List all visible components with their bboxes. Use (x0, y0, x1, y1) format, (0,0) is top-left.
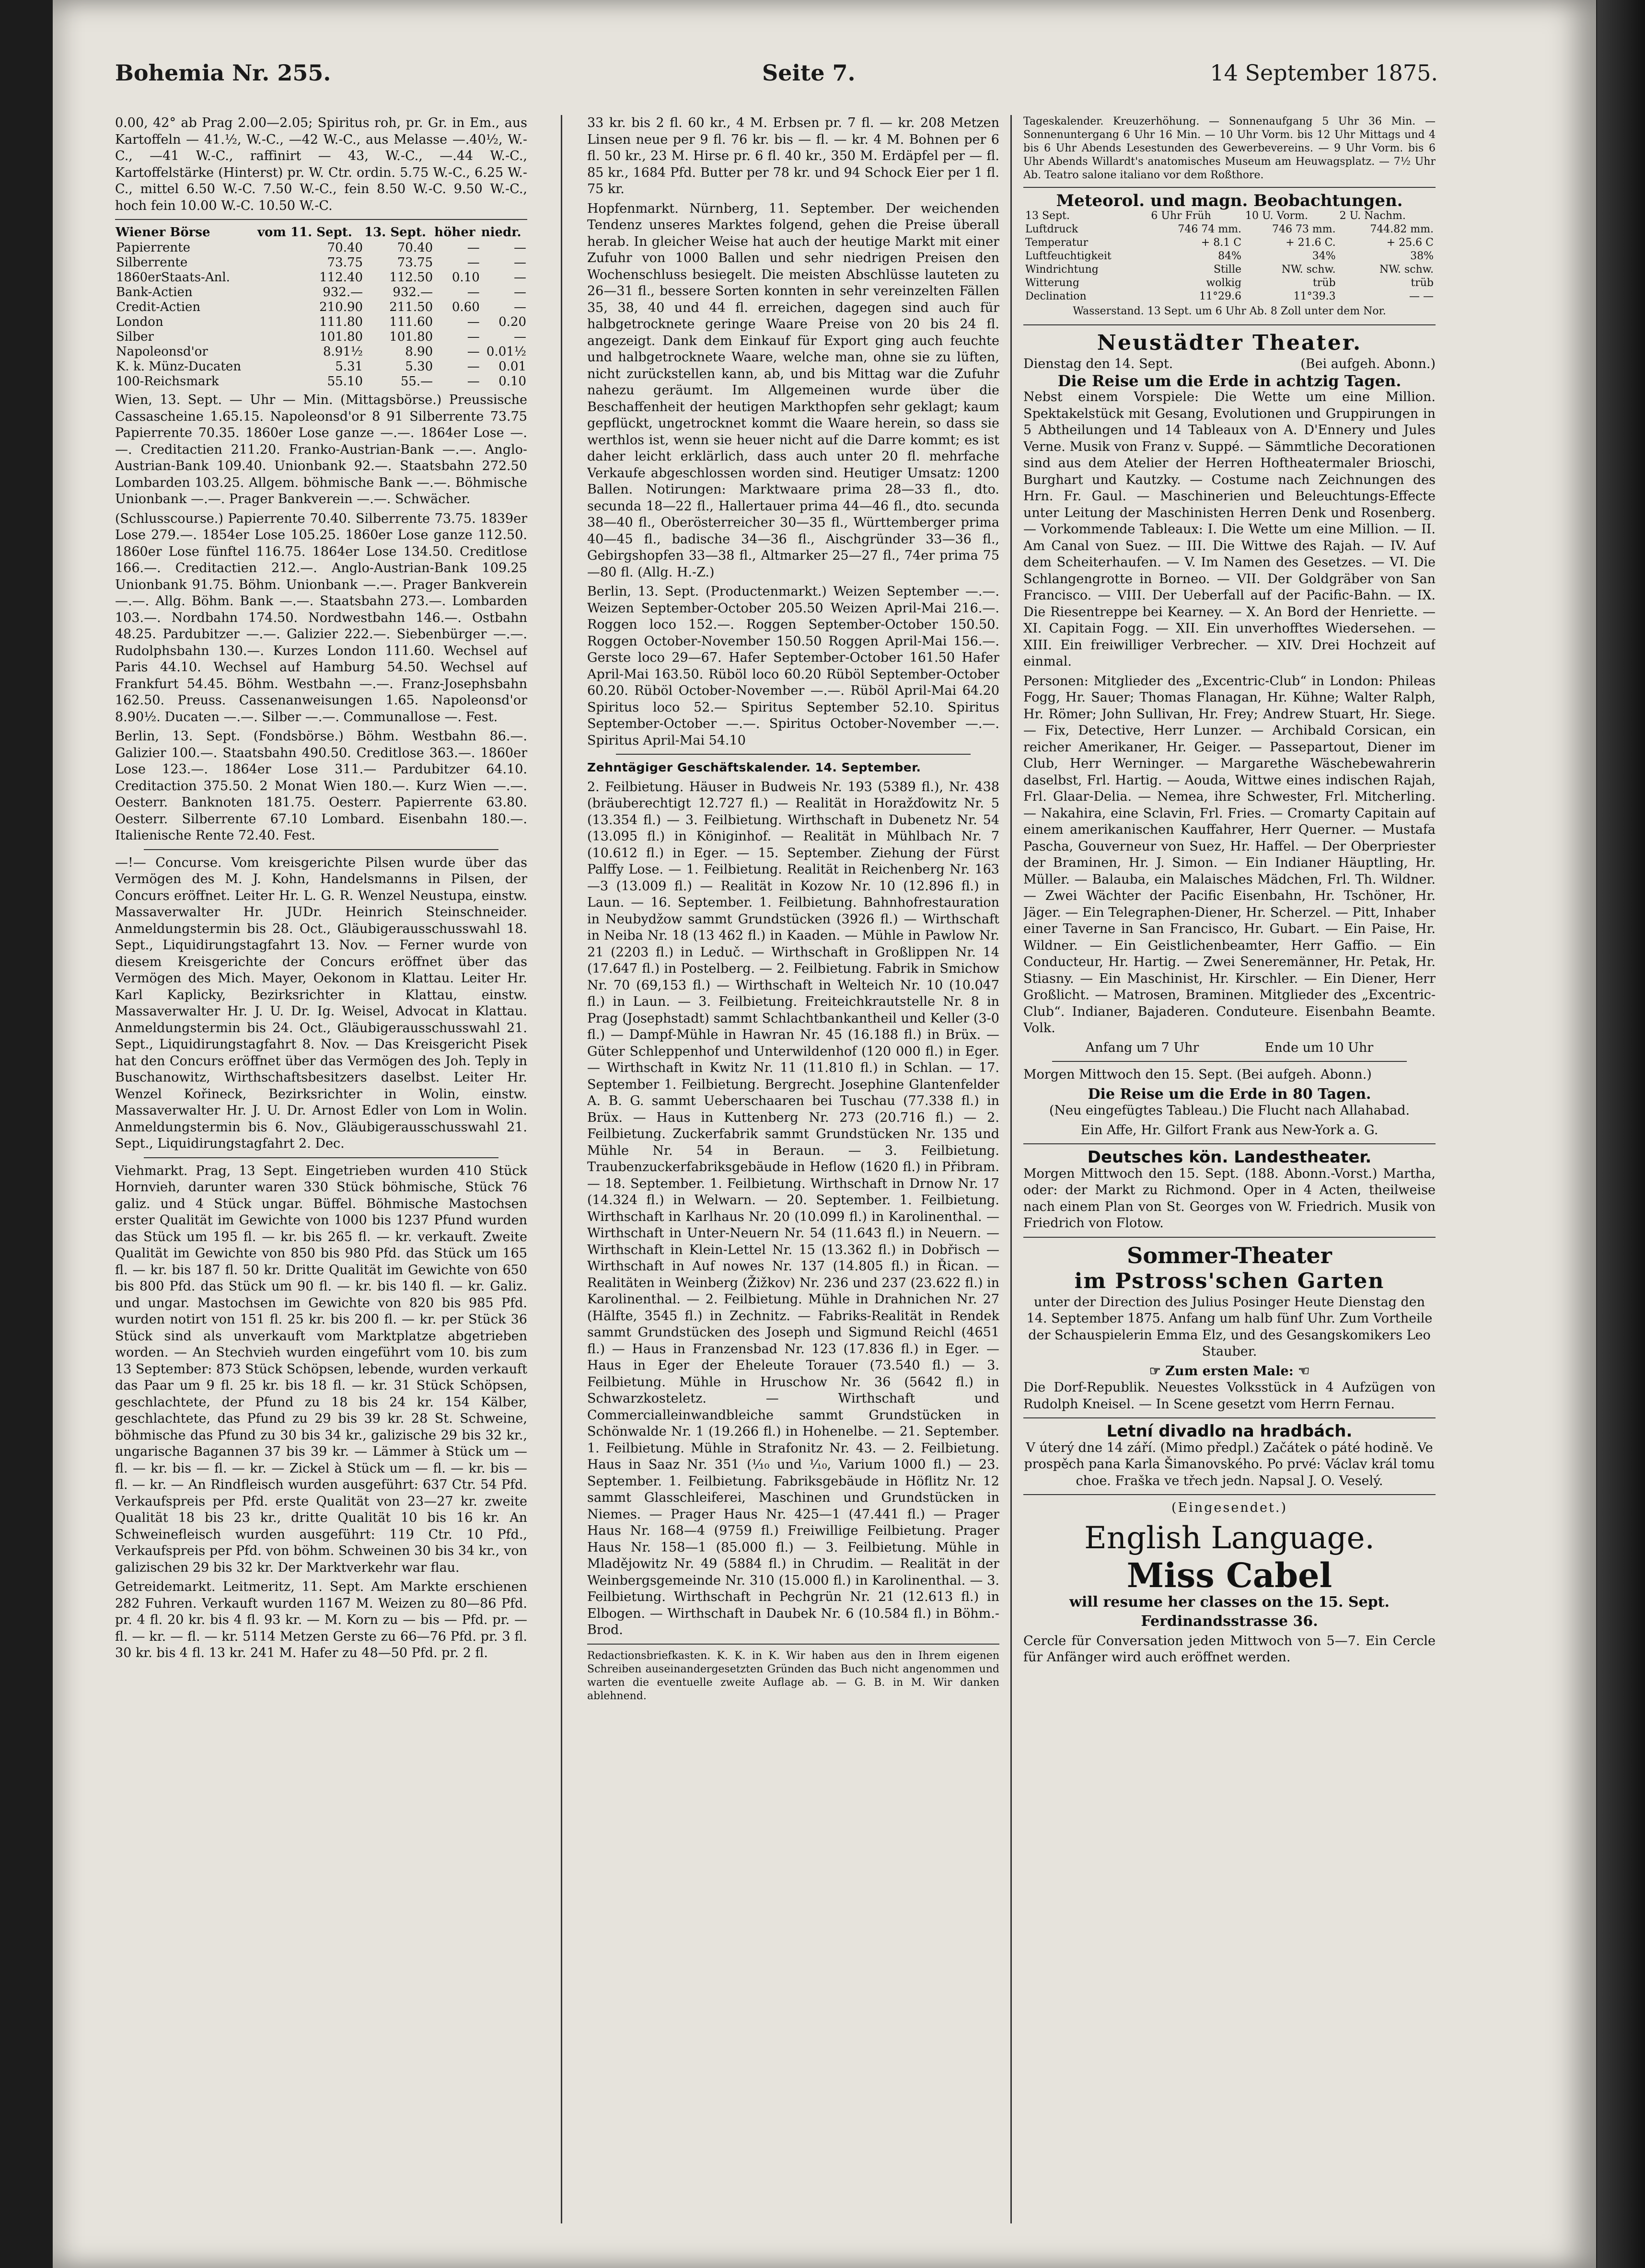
divider (115, 219, 527, 220)
cell: 111.80 (319, 315, 363, 329)
cell: — (514, 285, 526, 299)
bourse-col: 13. Sept. (364, 225, 426, 240)
divider (1023, 324, 1436, 325)
concurse-article: —!— Concurse. Vom kreisgerichte Pilsen wurde über das Vermögen des M. J. Kohn, Handelsmanns in Pilsen, der Concurs eröffnet. Leiter Hr. L. G. R. Wenzel Neustupa, einstw. Massaverwalter Hr. JUDr. Heinrich Steinschneider. Anmeldungstermin bis 28. Oct., Gläubigerausschusswahl 18. Sept., Liquidirungstagfahrt 13. Nov. — Ferner wurde von diesem Kreisgerichte der Concurs eröffnet über das Vermögen des Mich. Mayer, Oekonom in Klattau. Leiter Hr. Karl Kaplicky, Bezirksrichter in Klattau, einstw. Massaverwalter Hr. J. U. Dr. Ig. Weisel, Advocat in Klattau. Anmeldungstermin bis 24. Oct., Gläubigerausschusswahl 21. Sept., Liquidirungstagfahrt 8. Nov. — Das Kreisgericht Pisek hat den Concurs eröffnet über das Vermögen des Joh. Teply in Buschanowitz, Wirthschaftsbesitzers daselbst. Leiter Hr. Wenzel Kořineck, Bezirksrichter in Wolin, einstw. Massaverwalter Hr. J. U. Dr. Arnost Edler von Lom in Wolin. Anmeldungstermin bis 6. Nov., Gläubigerausschusswahl 21. Sept., Liquidirungstagfahrt 2. Dec. (115, 855, 527, 1151)
table-row (115, 241, 527, 255)
cell: — (467, 374, 480, 389)
getreidemarkt-article: Getreidemarkt. Leitmeritz, 11. Sept. Am Markte erschienen 282 Fuhren. Verkauft wurden 1167 M. Weizen zu 80—86 Pfd. pr. 4 fl. 20 kr. bis 4 fl. 93 kr. — M. Korn zu — bis — Pfd. pr. — fl. — kr. — fl. — kr. 5114 Metzen Gerste zu 66—76 Pfd. pr. 3 fl. 30 kr. bis 4 fl. 13 kr. 241 M. Hafer zu 48—50 Pfd. pr. 2 fl. (115, 1579, 527, 1660)
viehmarkt-article: Viehmarkt. Prag, 13 Sept. Eingetrieben wurden 410 Stück Hornvieh, darunter waren 330 Stück böhmische, Stück 76 galiz. und 4 Stück ungar. Büffel. Böhmische Mastochsen erster Qualität im Gewichte von 1000 bis 1237 Pfund wurden das Stück um 195 fl. — kr. bis 265 fl. — kr. verkauft. Zweite Qualität im Gewichte von 850 bis 980 Pfd. das Stück um 165 fl. — kr. bis 187 fl. 50 kr. Dritte Qualität im Gewichte von 650 bis 800 Pfd. das Stück um 90 fl. — kr. bis 140 fl. — kr. Galiz. und ungar. Mastochsen im Gewichte von 820 bis 985 Pfd. wurden notirt von 151 fl. 25 kr. bis 200 fl. — kr. per Stück 36 Stück sind als unverkauft vom Marktplatze abgetrieben worden. — An Stechvieh wurden eingeführt vom 10. bis zum 13 September: 873 Stück Schöpsen, lebende, wurden verkauft das Paar um 9 fl. 25 kr. bis 18 fl. — kr. 31 Stück Schöpsen, geschlachtete, der Pfund zu 18 bis 24 kr. 154 Kälber, geschlachtete, das Pfund zu 29 bis 39 kr. 28 St. Schweine, böhmische das Pfund zu 30 bis 34 kr., galizische 29 bis 32 kr., ungarische Bagannen 37 bis 39 kr. — Lämmer à Stück um — fl. — kr. bis — fl. — kr. — Zickel à Stück um — fl. — kr. bis — fl. — kr. — An Rindfleisch wurden ausgeführt: 637 Ctr. 54 Pfd. Verkaufspreis per Pfd. erste Qualität von 23—27 kr. zweite Qualität 18 bis 23 kr., dritte Qualität 10 bis 16 kr. An Schweinefleisch wurden ausgeführt: 119 Ctr. 10 Pfd., Verkaufspreis per Pfd. von böhm. Schweinen 30 bis 34 kr., von galizischen 29 bis 32 kr. Der Marktverkehr war flau. (115, 1163, 527, 1575)
cell: 0.01½ (486, 345, 526, 359)
table-row (1023, 250, 1436, 263)
bourse-header-row (115, 225, 527, 241)
cell: Witterung (1025, 276, 1079, 289)
cell: 6 Uhr Früh (1151, 209, 1211, 222)
column-1 (115, 115, 527, 2233)
divider (587, 1644, 999, 1645)
table-row (115, 300, 527, 315)
cell: Bank-Actien (116, 285, 193, 299)
cell: 111.60 (389, 315, 433, 329)
neustadt-date: Dienstag den 14. Sept. (1023, 357, 1173, 371)
cabel-address: Ferdinandsstrasse 36. (1141, 1613, 1318, 1630)
cell: 11°39.3 (1293, 290, 1336, 302)
cell: Stille (1213, 263, 1242, 276)
pointing-hand-icon: ☜ (1293, 1363, 1310, 1379)
page-header (115, 60, 1438, 93)
divider (1023, 1494, 1436, 1495)
cell: 73.75 (327, 255, 363, 270)
sommer-first-time (1023, 1363, 1436, 1380)
cell: 744.82 mm. (1370, 223, 1434, 235)
neustadt-theater-title: Neustädter Theater. (1097, 331, 1362, 355)
berlin-products: Berlin, 13. Sept. (Productenmarkt.) Weizen September —.—. Weizen September-October 205.50 Weizen April-Mai 216.—. Roggen loco 152.—. Roggen September-October 150.50. Roggen October-November 150.50 Roggen April-Mai 156.—. Gerste loco 29—67. Hafer September-October 161.50 Hafer April-Mai 163.50. Rüböl loco 60.20 Rüböl September-October 60.20. Rüböl October-November —.—. Rüböl April-Mai 64.20 Spiritus loco 52.— Spiritus September 52.10. Spiritus September-October —.—. Spiritus October-November —.—. Spiritus April-Mai 54.10 (587, 584, 999, 748)
meteo-header-row (1023, 209, 1436, 223)
cell: Papierrente (116, 241, 190, 255)
cell: 73.75 (397, 255, 433, 270)
cell: Luftdruck (1025, 223, 1078, 235)
table-row (115, 255, 527, 270)
cell: — (467, 345, 480, 359)
page-edge-shadow (1597, 0, 1645, 2268)
neustadt-play-title: Die Reise um die Erde in achtzig Tagen. (1057, 371, 1402, 390)
neustadt-date-row (1023, 356, 1436, 373)
cell: 0.10 (452, 270, 480, 285)
cell: — (467, 241, 480, 255)
cell: + 25.6 C (1386, 236, 1434, 249)
neustadt-tomorrow: Morgen Mittwoch den 15. Sept. (Bei aufgeh. Abonn.) (1023, 1067, 1372, 1082)
cell: 211.50 (389, 300, 433, 314)
schlusscourse: (Schlusscourse.) Papierrente 70.40. Silberrente 73.75. 1839er Lose 279.—. 1854er Lose 105.25. 1860er Lose ganze 112.50. 1860er Lose fünftel 116.75. 1864er Lose 134.50. Creditlose 166.—. Creditactien 212.—. Anglo-Austrian-Bank 109.25 Unionbank 91.75. Böhm. Unionbank —.—. Prager Bankverein —.—. Allg. Böhm. Bank —.—. Staatsbahn 273.—. Lombarden 103.—. Nordbahn 174.50. Nordwestbahn 146.—. Ostbahn 48.25. Pardubitzer —.—. Galizier 222.—. Siebenbürger —.—. Rudolphsbahn 130.—. Kurzes London 111.60. Wechsel auf Paris 44.10. Wechsel auf Hamburg 54.50. Wechsel auf Frankfurt 54.45. Böhm. Westbahn —.—. Franz-Josephsbahn 162.50. Preuss. Cassenanweisungen 1.65. Napoleonsd'or 8.90½. Ducaten —.—. Silber —.—. Communallose —. Fest. (115, 511, 527, 725)
cell: trüb (1411, 276, 1434, 289)
berlin-report: Berlin, 13. Sept. (Fondsbörse.) Böhm. Westbahn 86.—. Galizier 100.—. Staatsbahn 490.50. Creditlose 363.—. 1860er Lose 123.—. 1864er Lose 311.— Pardubitzer 64.10. Creditaction 375.50. 2 Monat Wien 180.—. Kurz Wien —.—. Oesterr. Banknoten 181.75. Oesterr. Papierrente 63.80. Oesterr. Silberrente 67.10 Lombard. Eisenbahn 180.—. Italienische Rente 72.40. Fest. (115, 729, 527, 843)
neustadt-cast: Personen: Mitglieder des „Excentric-Club“ in London: Phileas Fogg, Hr. Sauer; Thomas Flanagan, Hr. Kühne; Walter Ralph, Hr. Römer; John Sullivan, Hr. Frey; Andrew Stuart, Hr. Siege. — Fix, Detective, Herr Lunzer. — Archibald Corsican, ein reicher Amerikaner, Hr. Geiger. — Passepartout, Diener im Club, Herr Werninger. — Margarethe Wäschebewahrerin daselbst, Frl. Hartig. — Aouda, Wittwe eines indischen Rajah, Frl. Glaar-Delia. — Nemea, ihre Schwester, Frl. Mitcherling. — Nakahira, eine Sclavin, Frl. Fries. — Cromarty Capitain auf einem amerikanischen Kauffahrer, Herr Querner. — Mustafa Pascha, Gouverneur von Suez, Hr. Haffel. — Der Oberpriester der Braminen, Hr. J. Simon. — Ein Indianer Häuptling, Hr. Müller. — Balauba, ein Malaisches Mädchen, Frl. Th. Wildner. — Zwei Wächter der Pacific Eisenbahn, Hr. Tschöner, Hr. Jäger. — Ein Telegraphen-Diener, Hr. Scherzel. — Pitt, Inhaber einer Taverne in San Francisco, Hr. Gubart. — Ein Paise, Hr. Wildner. — Ein Geistlichenbeamter, Herr Gaffio. — Ein Conducteur, Hr. Hartig. — Zwei Seneremänner, Hr. Petak, Hr. Stiasny. — Ein Maschinist, Hr. Kirschler. — Ein Diener, Herr Großlicht. — Matrosen, Braminen. Mitglieder des „Excentric-Club“. Indianer, Bajaderen. Conduteure. Eisenbahn Beamte. Volk. (1023, 673, 1436, 1036)
eingesendet-label: (Eingesendet.) (1171, 1500, 1287, 1515)
column-3 (1023, 115, 1436, 2233)
bourse-col: niedr. (481, 225, 521, 240)
cell: 746 73 mm. (1272, 223, 1336, 235)
letni-divadlo-body: V úterý dne 14 září. (Mimo předpl.) Začátek o páté hodině. Ve prospěch pana Karla Šimanovského. Po prvé: Václav král tomu choe. Fraška ve třech jedn. Napsal J. O. Veselý. (1024, 1440, 1435, 1488)
cell: 100-Reichsmark (116, 374, 219, 389)
cell: 84% (1218, 250, 1242, 262)
bourse-col: vom 11. Sept. (257, 225, 352, 240)
meteo-title: Meteorol. und magn. Beobachtungen. (1056, 191, 1403, 210)
cell: 1860erStaats-Anl. (116, 270, 230, 285)
cell: + 8.1 C (1201, 236, 1242, 249)
divider (616, 754, 971, 755)
divider (1052, 1061, 1407, 1062)
cell: 112.40 (319, 270, 363, 285)
cell: — (514, 300, 526, 314)
cell: Silberrente (116, 255, 188, 270)
neustadt-times: Anfang um 7 Uhr Ende um 10 Uhr (1085, 1040, 1374, 1055)
cell: Credit-Actien (116, 300, 201, 314)
cell: 101.80 (389, 330, 433, 344)
letni-divadlo-title: Letní divadlo na hradbách. (1106, 1422, 1353, 1441)
table-row (115, 330, 527, 345)
neustadt-play2: Die Reise um die Erde in 80 Tagen. (1088, 1085, 1371, 1103)
meteo-table (1023, 209, 1436, 303)
cell: 112.50 (389, 270, 433, 285)
neustadt-abonn: (Bei aufgeh. Abonn.) (1300, 357, 1436, 371)
sommer-theater-title: Sommer-Theater (1127, 1242, 1332, 1268)
sommer-theater-venue: im Pstross'schen Garten (1074, 1268, 1385, 1293)
neustadt-description: Nebst einem Vorspiele: Die Wette um eine Million. Spektakelstück mit Gesang, Evolutionen und Gruppirungen in 5 Abtheilungen und 14 Tableaux von A. D'Ennery und Jules Verne. Musik von Franz v. Suppé. — Sämmtliche Decorationen sind aus dem Atelier der Herren Hoftheatermaler Brioschi, Burghart und Kautzky. — Costume nach Zeichnungen des Hrn. Fr. Gaul. — Maschinerien und Beleuchtungs-Effecte unter Leitung der Maschinisten Herren Denk und Rosenberg. — Vorkommende Tableaux: I. Die Wette um eine Million. — II. Am Canal von Suez. — III. Die Wittwe des Rajah. — IV. Auf dem Scheiterhaufen. — V. Im Namen des Gesetzes. — VI. Die Schlangengrotte in Borneo. — VII. Der Goldgräber von San Francisco. — VIII. Der Ueberfall auf der Pacific-Bahn. — IX. Die Riesentreppe bei Kearney. — X. An Bord der Henriette. — XI. Capitain Fogg. — XII. Ein unverhofftes Wiedersehen. — XIII. Ein freiwilliger Verbrecher. — XIV. Drei Hochzeit auf einmal. (1023, 390, 1436, 669)
cell: Temperatur (1025, 236, 1089, 249)
table-row (1023, 236, 1436, 250)
redaktion-box: Redactionsbriefkasten. K. K. in K. Wir haben aus den in Ihrem eigenen Schreiben auseinandergesetzten Gründen das Buch nicht angenommen und warten die eventuelle zweite Auflage ab. — G. B. in M. Wir danken ablehnend. (587, 1649, 999, 1702)
cell: — (467, 285, 480, 299)
market-continuation: 33 kr. bis 2 fl. 60 kr., 4 M. Erbsen pr. 7 fl. — kr. 208 Metzen Linsen neue per 9 fl. 76 kr. bis — fl. — kr. 4 M. Bohnen per 6 fl. 50 kr., 23 M. Hirse pr. 6 fl. 40 kr., 350 M. Erdäpfel per — fl. 85 kr., 1684 Pfd. Butter per 78 kr. und 94 Schock Eier per 1 fl. 75 kr. (587, 115, 999, 196)
market-intro: 0.00, 42° ab Prag 2.00—2.05; Spiritus roh, pr. Gr. in Em., aus Kartoffeln — 41.½, W.-C., —42 W.-C., aus Melasse —.40½, W.-C., —41 W.-C., raffinirt — 43, W.-C., —.44 W.-C., Kartoffelstärke (Hinterst) pr. W. Ctr. ordin. 5.75 W.-C., 6.25 W.-C., mittel 6.50 W.-C. 7.50 W.-C., fein 8.50 W.-C. 9.50 W.-C., hoch fein 10.00 W.-C. 10.50 W.-C. (115, 115, 527, 213)
wasserstand: Wasserstand. 13 Sept. um 6 Uhr Ab. 8 Zoll unter dem Nor. (1073, 305, 1386, 317)
cell: Silber (116, 330, 154, 344)
cell: — — (1409, 290, 1434, 302)
bourse-title: Wiener Börse (116, 225, 210, 240)
divider (1023, 187, 1436, 188)
hopfenmarkt-article: Hopfenmarkt. Nürnberg, 11. September. Der weichenden Tendenz unseres Marktes folgend, gehen die Preise überall herab. In gleicher Weise hat auch der heutige Markt mit einer Zufuhr von 1000 Ballen und sehr niedrigen Preisen den Wochenschluss besiegelt. Die meisten Abschlüsse lauteten zu 26—31 fl., bessere Sorten konnten in sehr vereinzelten Fällen 35, 38, 40 und 44 fl. erreichen, dagegen sind auch für halbgetrocknete geringe Waare Preise von 20 bis 24 fl. angezeigt. Dank dem Einkauf für Export ging auch feuchte und halbgetrocknete Waare, welche man, ohne sie zu lüften, nicht zurückstellen kann, ab, und bis Mittag war die Zufuhr nahezu geräumt. Im Allgemeinen wurde über die Beschaffenheit der heutigen Markthopfen sehr geklagt; kaum gepflückt, ungetrocknet kommt die Waare herein, so dass sie werthlos ist, wenn sie heuer nicht auf die Darre kommt; es ist daher leicht erklärlich, dass auch unter 20 fl. mehrfache Verkaufe abgeschlossen worden sind. Heutiger Umsatz: 1200 Ballen. Notirungen: Marktwaare prima 28—33 fl., dto. secunda 18—22 fl., Hallertauer prima 44—46 fl., dto. secunda 38—40 fl., Oberösterreicher 30—35 fl., Württemberger prima 40—45 fl., badische 34—36 fl., Aischgründer 33—36 fl., Gebirgshopfen 33—38 fl., Altmarker 25—27 fl., 74er prima 75—80 fl. (Allg. H.-Z.) (587, 201, 999, 580)
cell: — (467, 255, 480, 270)
cabel-note: Cercle für Conversation jeden Mittwoch von 5—7. Ein Cercle für Anfänger wird auch eröffnet werden. (1023, 1633, 1436, 1665)
cell: 0.01 (498, 359, 526, 374)
cell: London (116, 315, 163, 329)
cell: + 21.6 C. (1286, 236, 1336, 249)
cell: Luftfeuchtigkeit (1025, 250, 1112, 262)
table-row (115, 359, 527, 374)
cell: — (514, 270, 526, 285)
cell: 0.60 (452, 300, 480, 314)
cell: 210.90 (319, 300, 363, 314)
cell: NW. schw. (1281, 263, 1336, 276)
cell: 55.— (400, 374, 433, 389)
tageskalender: Tageskalender. Kreuzerhöhung. — Sonnenaufgang 5 Uhr 36 Min. — Sonnenuntergang 6 Uhr 16 Min. — 10 Uhr Vorm. bis 12 Uhr Mittags und 4 bis 6 Uhr Abends Lesestunden des Gewerbevereins. — 9 Uhr Vorm. bis 6 Uhr Abends Willardt's anatomisches Museum am Heuwagsplatz. — 7½ Uhr Ab. Teatro salone italiano vor dem Roßthore. (1023, 115, 1436, 181)
cell: 101.80 (319, 330, 363, 344)
cell: 5.30 (405, 359, 433, 374)
column-divider (561, 115, 562, 2223)
page-number: Seite 7. (762, 60, 856, 86)
cell: 8.91½ (323, 345, 363, 359)
divider (1023, 1237, 1436, 1238)
masthead-issue: Bohemia Nr. 255. (115, 60, 331, 86)
table-row (115, 374, 527, 389)
cell: Declination (1025, 290, 1087, 302)
neustadt-next2: Ein Affe, Hr. Gilfort Frank aus New-York a. G. (1080, 1122, 1379, 1138)
divider (144, 1157, 498, 1158)
cell: 5.31 (335, 359, 363, 374)
cell: — (467, 359, 480, 374)
divider (144, 849, 498, 850)
cell: 55.10 (327, 374, 363, 389)
cell: 38% (1410, 250, 1434, 262)
cell: 932.— (393, 285, 433, 299)
table-row (1023, 276, 1436, 290)
column-divider (1010, 115, 1012, 2223)
cell: 10 U. Vorm. (1245, 209, 1309, 222)
cell: — (514, 330, 526, 344)
cell: wolkig (1206, 276, 1242, 289)
divider (1023, 1417, 1436, 1418)
cell: 70.40 (327, 241, 363, 255)
sommer-play: Die Dorf-Republik. Neuestes Volksstück in 4 Aufzügen von Rudolph Kneisel. — In Scene gesetzt vom Herrn Fernau. (1023, 1380, 1436, 1412)
cell: 2 U. Nachm. (1339, 209, 1406, 222)
cell: NW. schw. (1379, 263, 1434, 276)
column-2 (587, 115, 999, 2233)
table-row (1023, 223, 1436, 236)
cell: 34% (1312, 250, 1336, 262)
cell: 0.10 (498, 374, 526, 389)
cell: K. k. Münz-Ducaten (116, 359, 242, 374)
cell: — (514, 255, 526, 270)
miss-cabel-name: Miss Cabel (1126, 1555, 1332, 1595)
bourse-col: höher (434, 225, 475, 240)
divider (1023, 1143, 1436, 1144)
cell: — (514, 241, 526, 255)
table-row (115, 270, 527, 285)
cell: 11°29.6 (1199, 290, 1242, 302)
bourse-table (115, 225, 527, 389)
table-row (1023, 290, 1436, 303)
issue-date: 14 September 1875. (1210, 60, 1438, 86)
landestheater-body: Morgen Mittwoch den 15. Sept. (188. Abonn.-Vorst.) Martha, oder: der Markt zu Richmond. Oper in 4 Acten, theilweise nach einem Plan von St. Georges von W. Friedrich. Musik von Friedrich von Flotow. (1023, 1166, 1436, 1231)
sommer-theater-body: unter der Direction des Julius Posinger Heute Dienstag den 14. September 1875. Anfang um halb fünf Uhr. Zum Vortheile der Schauspielerin Emma Elz, und des Gesangskomikers Leo Stauber. (1026, 1294, 1433, 1359)
cell: 0.20 (498, 315, 526, 329)
cell: 8.90 (405, 345, 433, 359)
table-row (115, 345, 527, 359)
cell: 932.— (323, 285, 363, 299)
wien-report: Wien, 13. Sept. — Uhr — Min. (Mittagsbörse.) Preussische Cassascheine 1.65.15. Napoleonsd'or 8 91 Silberrente 73.75 Papierrente 70.35. 1860er Lose ganze —.—. 1864er Lose —.—. Creditactien 211.20. Franko-Austrian-Bank —.—. Anglo-Austrian-Bank 109.40. Unionbank 92.—. Staatsbahn 272.50 Lombarden 103.25. Allgem. böhmische Bank —.—. Böhmische Unionbank —.—. Prager Bankverein —.—. Schwächer. (115, 392, 527, 507)
english-language-title: English Language. (1084, 1520, 1375, 1556)
cell: Napoleonsd'or (116, 345, 208, 359)
kalender-title: Zehntägiger Geschäftskalender. 14. September. (587, 760, 921, 774)
cell: 70.40 (397, 241, 433, 255)
cabel-classes: will resume her classes on the 15. Sept. (1069, 1593, 1390, 1611)
neustadt-next: (Neu eingefügtes Tableau.) Die Flucht nach Allahabad. (1049, 1103, 1410, 1118)
table-row (115, 285, 527, 300)
cell: Windrichtung (1025, 263, 1099, 276)
cell: trüb (1313, 276, 1336, 289)
pointing-hand-icon: ☞ (1149, 1363, 1166, 1379)
table-row (1023, 263, 1436, 276)
cell: 13 Sept. (1025, 209, 1070, 222)
landestheater-title: Deutsches kön. Landestheater. (1087, 1148, 1372, 1167)
cell: 746 74 mm. (1178, 223, 1242, 235)
kalender-body: 2. Feilbietung. Häuser in Budweis Nr. 193 (5389 fl.), Nr. 438 (bräuberechtigt 12.727 fl.) — Realität in Horažďowitz Nr. 5 (13.354 fl.) — 3. Feilbietung. Wirthschaft in Dubenetz Nr. 54 (13.095 fl.) in Königinhof. — Realität in Mühlbach Nr. 7 (10.612 fl.) in Eger. — 15. September. Ziehung der Fürst Palffy Lose. — 1. Feilbietung. Realität in Reichenberg Nr. 163—3 (13.009 fl.) — Realität in Kozow Nr. 10 (12.896 fl.) in Laun. — 16. September. 1. Feilbietung. Bahnhofrestauration in Neubydžow sammt Grundstücken (3926 fl.) — Wirthschaft in Neiba Nr. 18 (13 462 fl.) in Kaaden. — Mühle in Pawlow Nr. 21 (2203 fl.) in Leduč. — Wirthschaft in Großlippen Nr. 14 (17.647 fl.) in Postelberg. — 2. Feilbietung. Fabrik in Smichow Nr. 70 (69,153 fl.) — Wirthschaft in Welteich Nr. 10 (10.047 fl.) in Laun. — 3. Feilbietung. Freiteichkrautstelle Nr. 8 in Prag (Josephstadt) sammt Schlachtbankantheil und Keller (3-0 fl.) — Dampf-Mühle in Hawran Nr. 45 (16.188 fl.) in Brüx. — Güter Schleppenhof und Unterwildenhof (120 000 fl.) in Eger. — Wirthschaft in Kwitz Nr. 11 (11.810 fl.) in Schlan. — 17. September 1. Feilbietung. Bergrecht. Josephine Glantenfelder A. B. G. sammt Ueberschaaren bei Tuschau (77.338 fl.) in Brüx. — Haus in Kuttenberg Nr. 273 (20.716 fl.) — 2. Feilbietung. Zuckerfabrik sammt Grundstücken Nr. 135 und Mühle Nr. 54 in Beraun. — 3. Feilbietung. Traubenzuckerfabriksgebäude in Heflow (1620 fl.) in Přibram. — 18. September. 1. Feilbietung. Wirthschaft in Drnow Nr. 17 (14.324 fl.) in Welwarn. — 20. September. 1. Feilbietung. Wirthschaft in Karlhaus Nr. 20 (10.099 fl.) in Karolinenthal. — Wirthschaft in Unter-Neuern Nr. 54 (11.643 fl.) in Neuern. — Wirthschaft in Klein-Lettel Nr. 15 (13.362 fl.) in Dobřisch — Wirthschaft in Auf nowes Nr. 137 (14.805 fl.) in Řican. — Realitäten in Weinberg (Žižkov) Nr. 236 und 237 (23.622 fl.) in Karolinenthal. — 2. Feilbietung. Mühle in Drahnichen Nr. 27 (Hälfte, 3545 fl.) in Zechnitz. — Fabriks-Realität in Rendek sammt Grundstücken des Joseph und Sigmund Reichl (4651 fl.) — Haus in Franzensbad Nr. 123 (17.836 fl.) in Eger. — Haus in Eger der Eheleute Torauer (73.540 fl.) — 3. Feilbietung. Mühle in Hruschow Nr. 36 (5642 fl.) in Schwarzkosteletz. — Wirthschaft und Commercialleinwandbleiche sammt Grundstücken in Schönwalde Nr. 1 (19.266 fl.) in Hohenelbe. — 21. September. 1. Feilbietung. Mühle in Strafonitz Nr. 43. — 2. Feilbietung. Haus in Saaz Nr. 351 (⅟₁₀ und ⅟₁₀, Varium 1000 fl.) — 23. September. 1. Feilbietung. Fabriksgebäude in Höflitz Nr. 12 sammt Glasschleiferei, Maschinen und Grundstücken in Niemes. — Prager Haus Nr. 425—1 (47.441 fl.) — Prager Haus Nr. 168—4 (9759 fl.) Freiwillige Feilbietung. Prager Haus Nr. 158—1 (85.000 fl.) — 3. Feilbietung. Mühle in Mladějowitz Nr. 49 (5884 fl.) in Chrudim. — Realität in der Weinbergsgemeinde Nr. 310 (15.000 fl.) in Karolinenthal. — 3. Feilbietung. Wirthschaft in Pechgrün Nr. 21 (12.613 fl.) in Elbogen. — Wirthschaft in Daubek Nr. 6 (10.584 fl.) in Böhm.-Brod. (587, 779, 999, 1637)
cell: — (467, 330, 480, 344)
table-row (115, 315, 527, 330)
cell: — (467, 315, 480, 329)
sommer-first-label: Zum ersten Male: (1165, 1363, 1294, 1379)
